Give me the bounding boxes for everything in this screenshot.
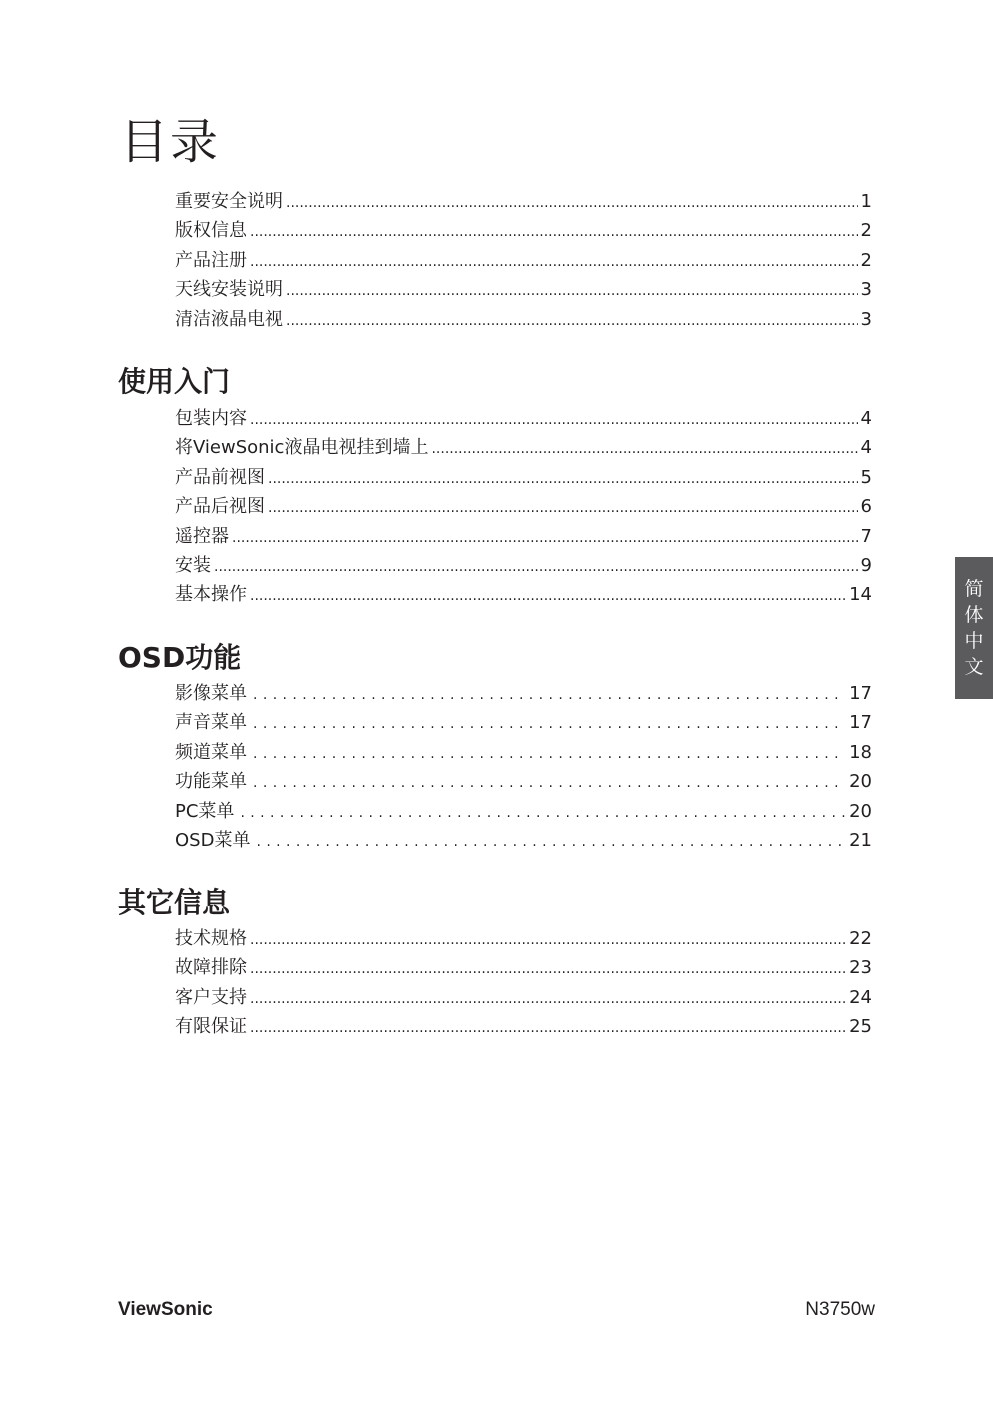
toc-page-number: 14 <box>849 584 872 606</box>
toc-entry-label: 产品注册 <box>175 249 247 271</box>
toc-entry-label: 故障排除 <box>175 957 247 979</box>
toc-entry-label: 功能菜单 <box>175 771 247 793</box>
toc-dot-leader <box>253 740 845 769</box>
toc-entry[interactable] <box>175 708 872 737</box>
toc-dot-leader <box>250 406 858 435</box>
toc-dot-leader <box>253 681 845 710</box>
toc-entry[interactable] <box>175 275 872 304</box>
toc-entry-label: 产品后视图 <box>175 496 265 518</box>
toc-entry-label: OSD菜单 <box>175 829 251 851</box>
toc-entry-label: 天线安装说明 <box>175 279 283 301</box>
section-heading-other-info: 其它信息 <box>118 886 231 919</box>
toc-page-number: 21 <box>849 829 872 851</box>
section-heading-getting-started: 使用入门 <box>118 365 231 398</box>
toc-dot-leader <box>250 926 846 955</box>
toc-page-number: 20 <box>849 771 872 793</box>
toc-dot-leader <box>268 494 858 523</box>
toc-page-number: 17 <box>849 683 872 704</box>
side-tab-char: 简 <box>964 578 984 600</box>
toc-entry-label: 产品前视图 <box>175 466 265 488</box>
toc-page-number: 6 <box>860 496 872 518</box>
toc-dot-leader <box>286 189 858 218</box>
side-tab-char: 文 <box>964 656 984 678</box>
toc-dot-leader <box>240 799 845 828</box>
toc-dot-leader <box>214 553 858 582</box>
toc-dot-leader <box>250 985 846 1014</box>
toc-entry-label: 清洁液晶电视 <box>175 308 283 330</box>
footer-model-number: N3750w <box>805 1299 875 1320</box>
toc-page-number: 17 <box>849 712 872 734</box>
toc-page-number: 2 <box>860 220 872 242</box>
toc-entry-label: 将ViewSonic液晶电视挂到墙上 <box>175 437 429 459</box>
page-title: 目录 <box>120 114 221 170</box>
toc-entry-label: 基本操作 <box>175 584 247 606</box>
toc-entry-label: 遥控器 <box>175 525 229 547</box>
toc-entry[interactable] <box>175 1012 872 1041</box>
toc-dot-leader <box>286 307 858 336</box>
toc-entry-label: 声音菜单 <box>175 712 247 734</box>
toc-page-number: 7 <box>860 525 872 547</box>
toc-section-getting-started <box>175 404 872 610</box>
toc-entry[interactable] <box>175 924 872 953</box>
side-tab-char: 中 <box>964 630 984 652</box>
toc-entry[interactable] <box>175 522 872 551</box>
toc-entry[interactable] <box>175 187 872 216</box>
toc-page-number: 3 <box>860 279 872 301</box>
toc-dot-leader <box>253 710 845 739</box>
toc-dot-leader <box>250 218 858 247</box>
toc-entry[interactable] <box>175 463 872 492</box>
toc-section-intro <box>175 187 872 334</box>
toc-entry[interactable] <box>175 492 872 521</box>
language-side-tab <box>955 557 993 699</box>
toc-entry[interactable] <box>175 305 872 334</box>
toc-page-number: 5 <box>860 466 872 488</box>
toc-dot-leader <box>232 524 858 553</box>
toc-page-number: 24 <box>849 986 872 1008</box>
toc-entry-label: PC菜单 <box>175 800 235 822</box>
toc-entry-label: 客户支持 <box>175 986 247 1008</box>
toc-entry[interactable] <box>175 216 872 245</box>
toc-entry[interactable] <box>175 983 872 1012</box>
toc-page-number: 2 <box>860 249 872 271</box>
toc-section-other-info <box>175 924 872 1042</box>
toc-entry[interactable] <box>175 246 872 275</box>
toc-page-number: 4 <box>860 408 872 429</box>
toc-page-number: 1 <box>860 191 872 212</box>
toc-entry-label: 有限保证 <box>175 1016 247 1038</box>
toc-dot-leader <box>431 435 857 464</box>
toc-page-number: 23 <box>849 957 872 979</box>
toc-entry[interactable] <box>175 953 872 982</box>
toc-dot-leader <box>250 1014 846 1043</box>
toc-dot-leader <box>250 955 846 984</box>
toc-entry[interactable] <box>175 433 872 462</box>
toc-dot-leader <box>250 582 846 611</box>
section-heading-osd-functions: OSD功能 <box>118 641 242 674</box>
toc-entry[interactable] <box>175 580 872 609</box>
toc-entry[interactable] <box>175 679 872 708</box>
toc-page-number: 4 <box>860 437 872 459</box>
toc-section-osd-functions <box>175 679 872 855</box>
toc-entry[interactable] <box>175 738 872 767</box>
toc-dot-leader <box>250 248 858 277</box>
toc-entry-label: 影像菜单 <box>175 683 247 704</box>
toc-page-number: 22 <box>849 928 872 949</box>
toc-dot-leader <box>268 465 858 494</box>
toc-entry[interactable] <box>175 404 872 433</box>
toc-page-number: 20 <box>849 800 872 822</box>
toc-entry[interactable] <box>175 826 872 855</box>
toc-entry[interactable] <box>175 551 872 580</box>
toc-entry-label: 包装内容 <box>175 408 247 429</box>
toc-entry-label: 技术规格 <box>175 928 247 949</box>
toc-page-number: 9 <box>860 554 872 576</box>
toc-entry-label: 重要安全说明 <box>175 191 283 212</box>
toc-page-number: 3 <box>860 308 872 330</box>
toc-entry[interactable] <box>175 797 872 826</box>
toc-entry-label: 安装 <box>175 554 211 576</box>
toc-entry[interactable] <box>175 767 872 796</box>
toc-dot-leader <box>286 277 858 306</box>
side-tab-char: 体 <box>964 604 984 626</box>
toc-entry-label: 版权信息 <box>175 220 247 242</box>
footer-brand: ViewSonic <box>118 1299 213 1320</box>
toc-dot-leader <box>256 828 845 857</box>
toc-page-number: 18 <box>849 741 872 763</box>
toc-entry-label: 频道菜单 <box>175 741 247 763</box>
toc-dot-leader <box>253 769 845 798</box>
toc-page-number: 25 <box>849 1016 872 1038</box>
